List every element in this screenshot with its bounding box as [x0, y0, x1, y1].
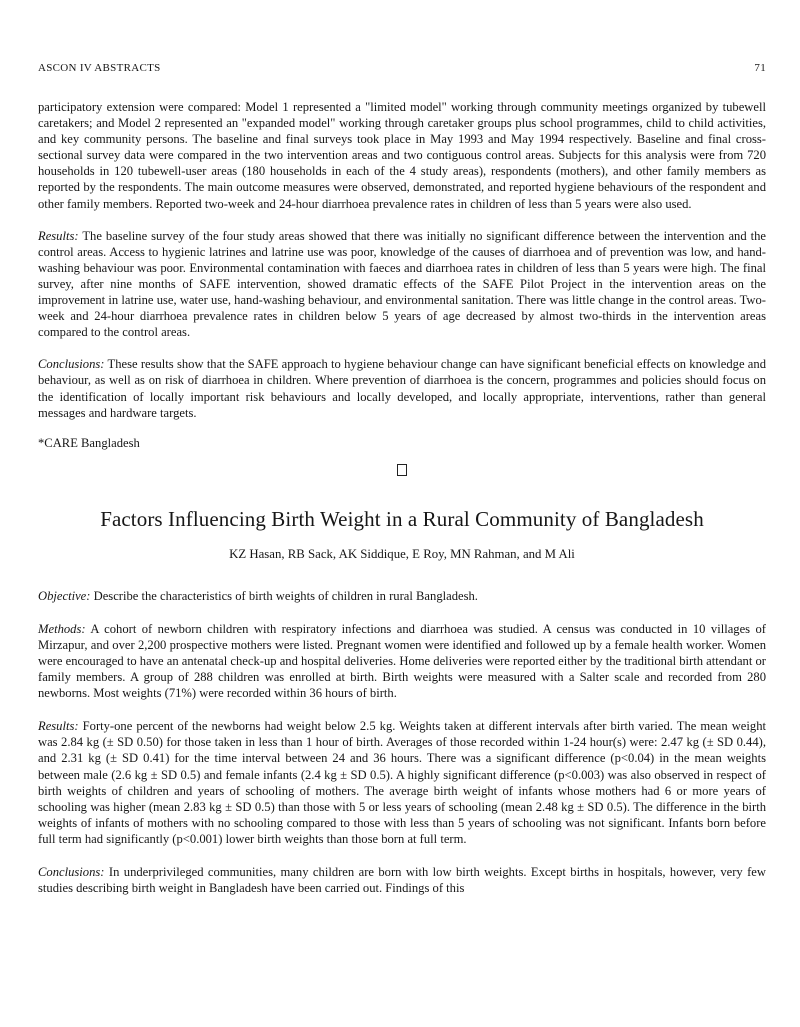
prev-results-label: Results: [38, 228, 79, 243]
results-label: Results: [38, 719, 79, 734]
methods-text: A cohort of newborn children with respiratory infections and diarrhoea was studied. A census was conducted in 10 villages of Mirzapur, and over 2,200 prospective mothers were listed. Pregnant women were identified and followed up by a female health worker. Women were encouraged to have an antenatal check-up and hospital deliveries. Home deliveries were reported either by the traditional birth attendant or family members. A group of 288 children was enrolled at birth. Birth weights were measured with a Salter scale and recorded from 280 newborns. Most weights (71%) were recorded within 36 hours of birth. [38, 621, 766, 701]
objective-label: Objective: [38, 588, 91, 603]
prev-conclusions-paragraph [38, 356, 766, 420]
page-body [38, 99, 766, 896]
results-paragraph [38, 718, 766, 847]
prev-conclusions-label: Conclusions: [38, 357, 105, 372]
journal-name: ASCON IV ABSTRACTS [38, 62, 161, 74]
conclusions-paragraph [38, 864, 766, 896]
objective-text: Describe the characteristics of birth weights of children in rural Bangladesh. [93, 588, 478, 603]
running-head [38, 62, 766, 78]
methods-label: Methods: [38, 621, 86, 636]
objective-paragraph [38, 588, 766, 604]
prev-results-paragraph [38, 228, 766, 341]
affiliation-note: *CARE Bangladesh [38, 435, 140, 450]
page-number: 71 [754, 62, 766, 74]
prev-methods-paragraph: participatory extension were compared: Model 1 represented a "limited model" working through community meetings organized by tubewell caretakers; and Model 2 represented an "expanded model" working through caretaker groups plus school programmes, child to child activities, and key community persons. The baseline and final surveys took place in May 1993 and May 1994 respectively. Baseline and final cross-sectional survey data were compared in the two intervention areas and two contiguous control areas. Subjects for this analysis were from 720 households in 120 tubewell-user areas (180 households in each of the 4 study areas), respondents (mothers), and other family members as reported by the respondents. The main outcome measures were observed, demonstrated, and reported hygiene behaviours of the respondent and other family members. Reported two-week and 24-hour diarrhoea prevalence rates in children of less than 5 years were also used. [38, 100, 766, 211]
prev-conclusions-text: These results show that the SAFE approach to hygiene behaviour change can have significant beneficial effects on knowledge and behaviour, as well as on risk of diarrhoea in children. Where prevention of diarrhoea is the concern, programmes and policies should focus on the identification of locally important risk behaviours and locally developed, and locally appropriate, interventions, rather than general messages and hardware targets. [38, 357, 766, 420]
conclusions-label: Conclusions: [38, 865, 105, 879]
results-text: Forty-one percent of the newborns had weight below 2.5 kg. Weights taken at different intervals after birth varied. The mean weight was 2.84 kg (± SD 0.50) for those taken in less than 1 hour of birth. Averages of those recorded within 1-24 hour(s) were: 2.47 kg (± SD 0.44), and 2.31 kg (± SD 0.41) for the time interval between 24 and 36 hours. There was a significant difference (p<0.04) in the mean weights between male (2.6 kg ± SD 0.5) and female infants (2.4 kg ± SD 0.5). A highly significant difference (p<0.003) was also observed in respect of birth weights of children and years of schooling of mothers. The average birth weight of infants whose mothers had 6 or more years of schooling was higher (mean 2.83 kg ± SD 0.5) than those with 5 or less years of schooling (mean 2.48 kg ± SD 0.5). The difference in the birth weights of infants of mothers with no schooling compared to those with less than 5 years of schooling was not significant. Infants born before full term had significantly (p<0.001) lower birth weights than those born at full term. [38, 719, 766, 846]
methods-paragraph [38, 621, 766, 701]
article-title: Factors Influencing Birth Weight in a Rural Community of Bangladesh [100, 506, 704, 531]
conclusions-text: In underprivileged communities, many children are born with low birth weights. Except births in hospitals, however, very few studies describing birth weight in Bangladesh have been carried out. Findings of this [38, 865, 766, 896]
article-authors: KZ Hasan, RB Sack, AK Siddique, E Roy, MN Rahman, and M Ali [229, 546, 575, 561]
prev-results-text: The baseline survey of the four study areas showed that there was initially no significant difference between the intervention and the control areas. Access to hygienic latrines and latrine use was poor, knowledge of the causes of diarrhoea and of prevention was low, and hand-washing behaviour was poor. Environmental contamination with faeces and diarrhoea rates in children of less than 5 years were high. The final survey, after nine months of SAFE intervention, showed dramatic effects of the SAFE Pilot Project in the intervention areas on the improvement in latrine use, water use, hand-washing behaviour, and environmental sanitation. There was little change in the control areas. Two-week and 24-hour diarrhoea prevalence rates in children below 5 years of age decreased by almost two-thirds in the intervention areas compared to the control areas. [38, 228, 767, 340]
end-of-abstract-box [397, 464, 407, 476]
